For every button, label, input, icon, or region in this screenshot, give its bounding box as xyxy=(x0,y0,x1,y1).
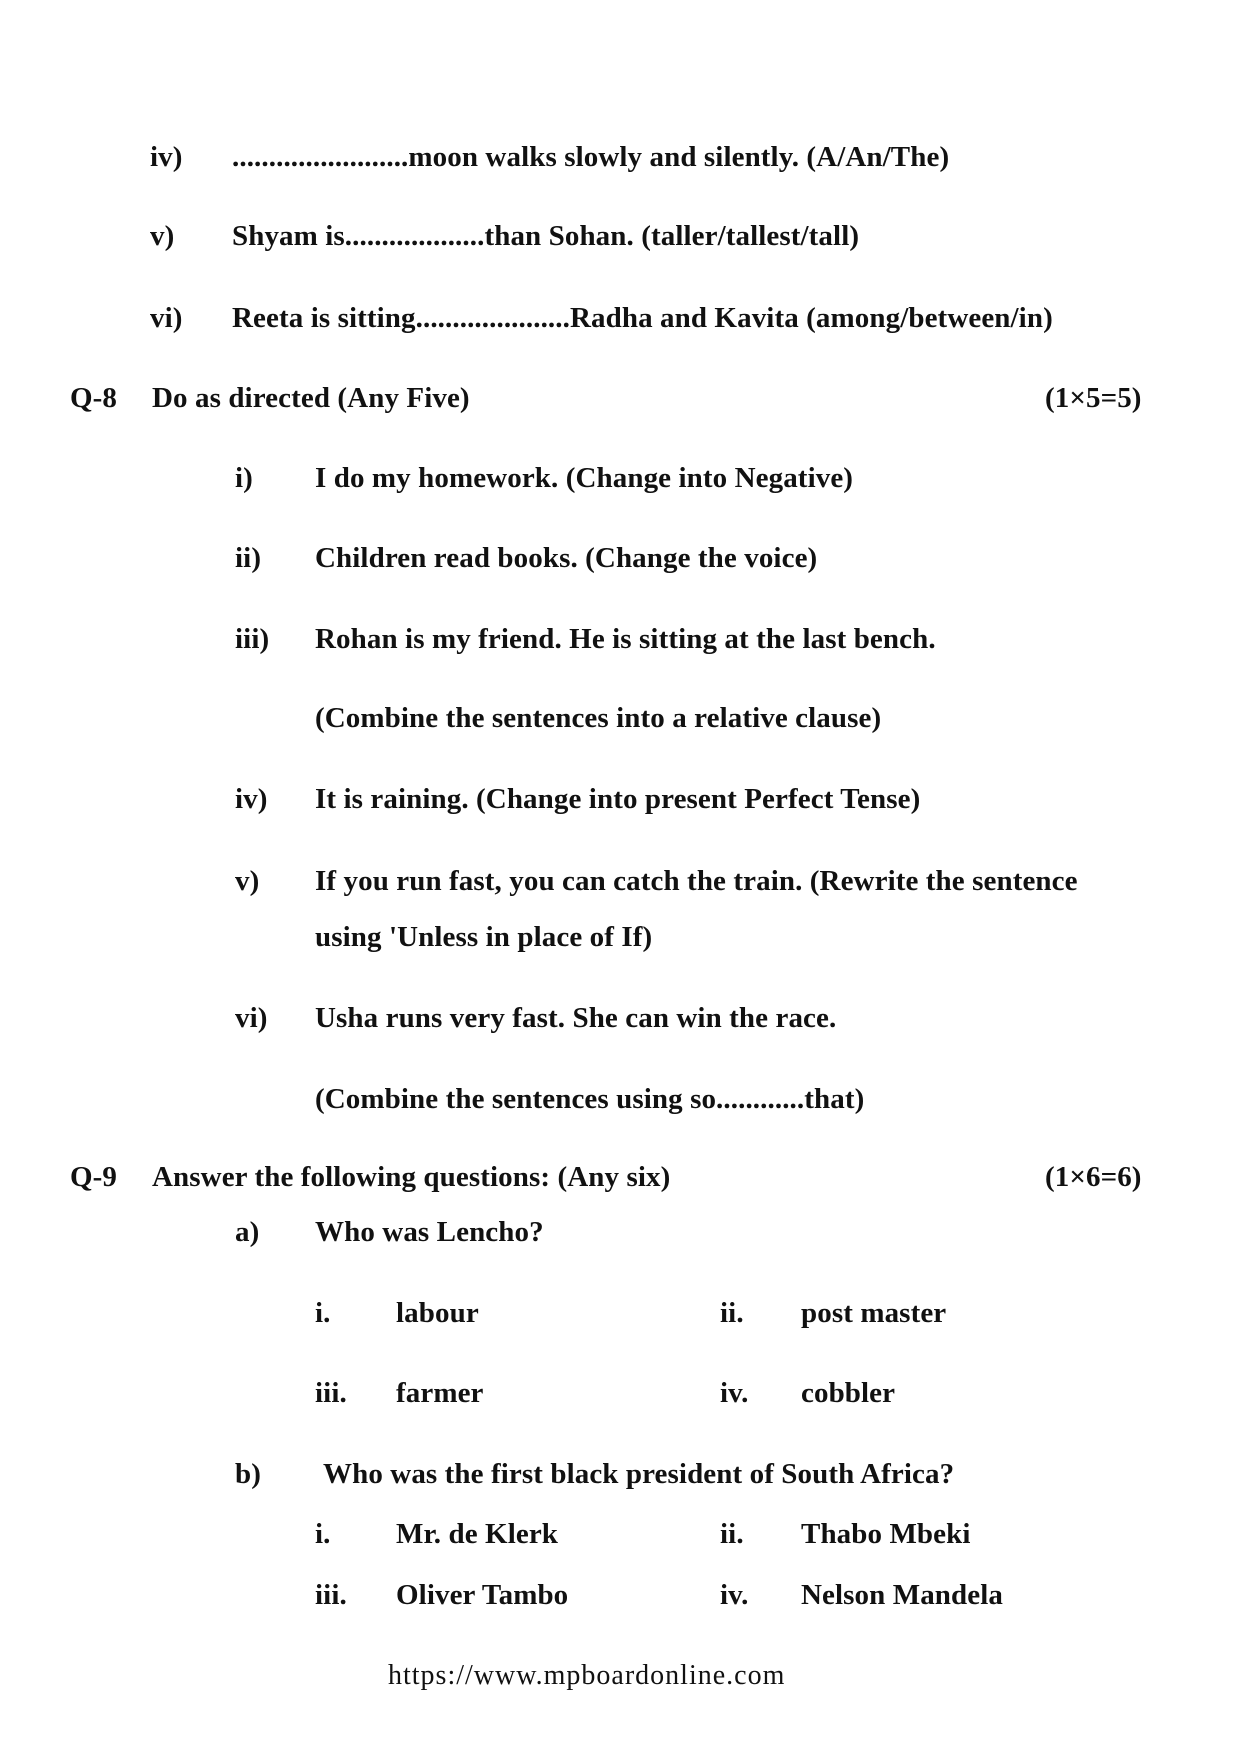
q9-b-option-4-number: iv. xyxy=(720,1579,749,1611)
q9-a-option-3-text: farmer xyxy=(396,1377,484,1409)
q8-marks: (1×5=5) xyxy=(1045,382,1142,414)
q8-item-1-number: i) xyxy=(235,462,253,494)
q9-b-option-3-text: Oliver Tambo xyxy=(396,1579,569,1611)
prev-item-5-number: v) xyxy=(150,220,175,252)
prev-item-6-text: Reeta is sitting.....................Radha and Kavita (among/between/in) xyxy=(232,302,1053,334)
q9-a-option-4-text: cobbler xyxy=(801,1377,896,1409)
q9-b-option-2-text: Thabo Mbeki xyxy=(801,1518,971,1550)
q8-item-6-text-line-1: Usha runs very fast. She can win the race. xyxy=(315,1002,837,1034)
q8-item-4-text: It is raining. (Change into present Perfect Tense) xyxy=(315,783,921,815)
q8-item-5-text-line-1: If you run fast, you can catch the train. (Rewrite the sentence xyxy=(315,865,1078,897)
q8-item-5-number: v) xyxy=(235,865,260,897)
q9-title: Answer the following questions: (Any six) xyxy=(152,1161,671,1193)
q8-item-3-text-line-2: (Combine the sentences into a relative clause) xyxy=(315,702,882,734)
q9-a-option-2-text: post master xyxy=(801,1297,947,1329)
q8-item-3-number: iii) xyxy=(235,623,270,655)
q9-a-option-2-number: ii. xyxy=(720,1297,744,1329)
q9-b-option-4-text: Nelson Mandela xyxy=(801,1579,1003,1611)
prev-item-4-text: ........................moon walks slowly and silently. (A/An/The) xyxy=(232,141,950,173)
q9-question-b-number: b) xyxy=(235,1458,261,1490)
q9-a-option-4-number: iv. xyxy=(720,1377,749,1409)
q9-b-option-1-number: i. xyxy=(315,1518,331,1550)
q8-item-1-text: I do my homework. (Change into Negative) xyxy=(315,462,854,494)
q8-item-6-number: vi) xyxy=(235,1002,268,1034)
q9-a-option-1-number: i. xyxy=(315,1297,331,1329)
q9-question-b-text: Who was the first black president of South Africa? xyxy=(323,1458,955,1490)
q9-a-option-3-number: iii. xyxy=(315,1377,347,1409)
q9-b-option-1-text: Mr. de Klerk xyxy=(396,1518,559,1550)
prev-item-5-text: Shyam is...................than Sohan. (taller/tallest/tall) xyxy=(232,220,860,252)
q8-item-4-number: iv) xyxy=(235,783,268,815)
q9-marks: (1×6=6) xyxy=(1045,1161,1142,1193)
q8-item-2-text: Children read books. (Change the voice) xyxy=(315,542,818,574)
q9-label: Q-9 xyxy=(70,1161,118,1193)
q8-label: Q-8 xyxy=(70,382,118,414)
footer-url[interactable]: https://www.mpboardonline.com xyxy=(388,1660,786,1691)
q9-question-a-text: Who was Lencho? xyxy=(315,1216,544,1248)
q8-item-3-text-line-1: Rohan is my friend. He is sitting at the last bench. xyxy=(315,623,936,655)
prev-item-6-number: vi) xyxy=(150,302,183,334)
prev-item-4-number: iv) xyxy=(150,141,183,173)
q9-b-option-2-number: ii. xyxy=(720,1518,744,1550)
q9-question-a-number: a) xyxy=(235,1216,260,1248)
q8-title: Do as directed (Any Five) xyxy=(152,382,470,414)
q8-item-5-text-line-2: using 'Unless in place of If) xyxy=(315,921,653,953)
q9-b-option-3-number: iii. xyxy=(315,1579,347,1611)
q8-item-2-number: ii) xyxy=(235,542,262,574)
q9-a-option-1-text: labour xyxy=(396,1297,479,1329)
q8-item-6-text-line-2: (Combine the sentences using so............that) xyxy=(315,1083,865,1115)
